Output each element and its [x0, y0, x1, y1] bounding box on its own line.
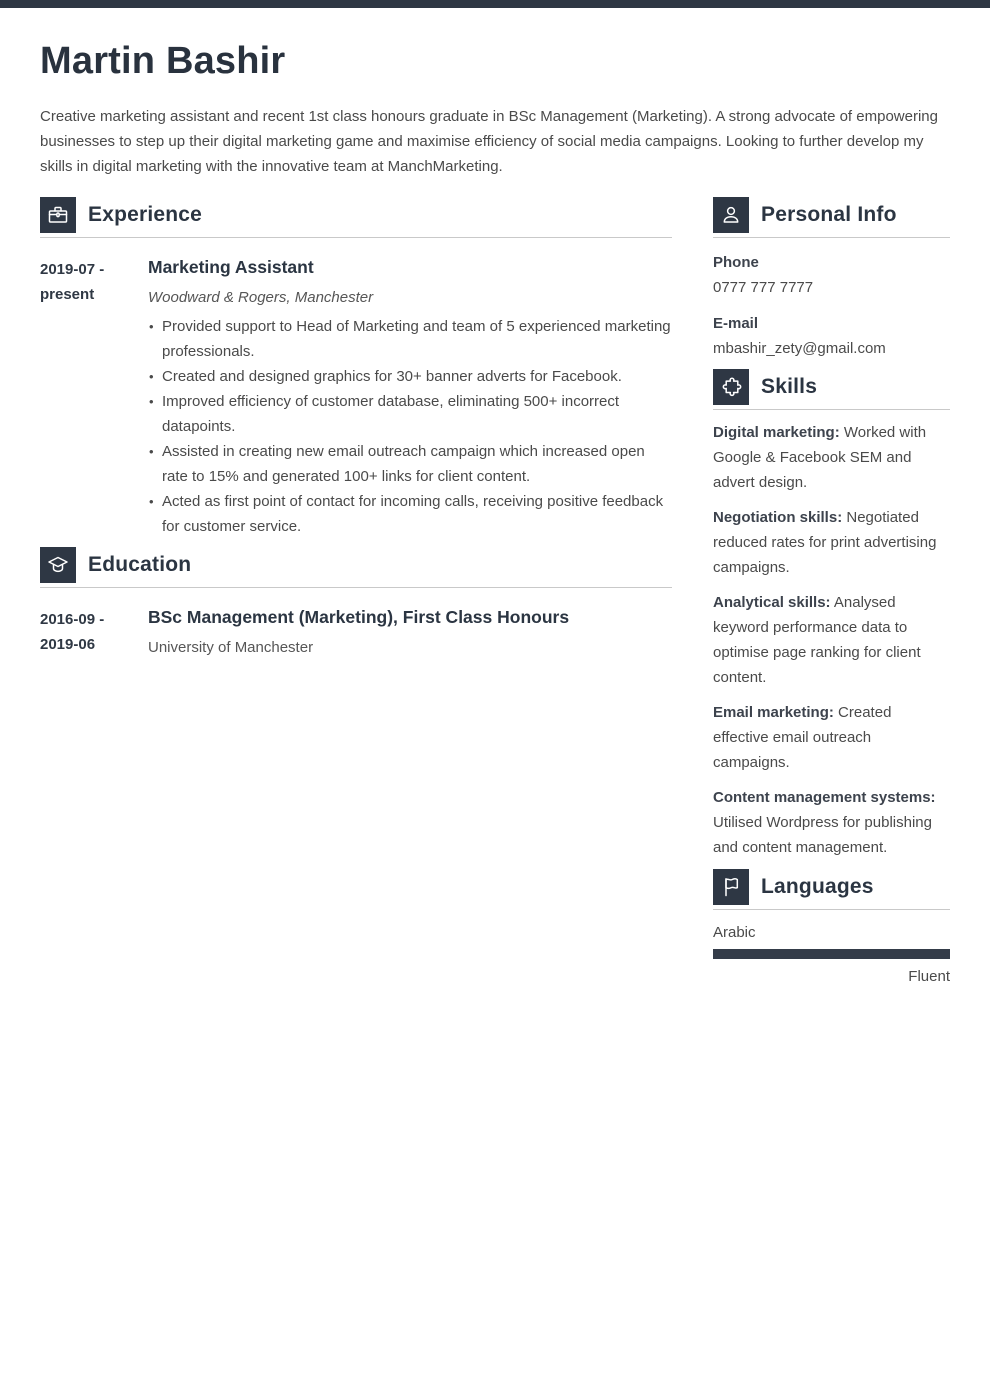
experience-bullet: • Provided support to Head of Marketing and team of 5 experienced marketing professionals. [148, 314, 672, 364]
job-title: Marketing Assistant [148, 257, 314, 277]
skill-text: Negotiated reduced rates for print advertising campaigns. [713, 509, 937, 576]
education-date-end: 2019-06 [40, 636, 96, 653]
education-title: Education [88, 553, 192, 576]
school-name: University of Manchester [148, 639, 314, 656]
summary-text: Creative marketing assistant and recent 1st class honours graduate in BSc Management (Marketing). A strong advocate of empowering businesses to step up their digital marketing game and maximise efficiency of social media campaigns. Looking to further develop my skills in digital marketing with the innovative team at ManchMarketing. [40, 108, 938, 175]
briefcase-icon [40, 197, 76, 233]
education-dates [40, 604, 148, 658]
top-accent-bar [0, 0, 990, 8]
person-icon [713, 197, 749, 233]
email-label: E-mail [713, 315, 759, 332]
education-section [40, 547, 672, 658]
skill-text: Worked with Google & Facebook SEM and advert design. [713, 424, 927, 491]
phone-label: Phone [713, 254, 759, 271]
personal-info-section [713, 197, 950, 360]
email-value: mbashir_zety@gmail.com [713, 340, 886, 357]
main-column [40, 197, 672, 987]
skills-header [713, 369, 950, 410]
skills-section [713, 369, 950, 860]
resume-page [0, 38, 990, 987]
graduation-cap-icon [40, 547, 76, 583]
languages-title: Languages [761, 875, 874, 898]
experience-title: Experience [88, 203, 203, 226]
degree-title: BSc Management (Marketing), First Class Honours [148, 607, 570, 627]
personal-info-header [713, 197, 950, 238]
experience-date-end: present [40, 286, 95, 303]
education-header [40, 547, 672, 588]
puzzle-icon [713, 369, 749, 405]
experience-bullet: • Acted as first point of contact for incoming calls, receiving positive feedback for customer service. [148, 489, 672, 539]
languages-header [713, 869, 950, 910]
language-level-bar-fill [713, 949, 950, 959]
skill-text: Analysed keyword performance data to optimise page ranking for client content. [713, 594, 921, 686]
email-field [713, 312, 950, 360]
skill-item [713, 700, 950, 775]
skill-item [713, 785, 950, 860]
skill-label: Email marketing: [713, 704, 834, 721]
experience-dates [40, 254, 148, 539]
skill-label: Analytical skills: [713, 594, 831, 611]
education-date-start: 2016-09 - [40, 611, 105, 628]
experience-entry-body [148, 254, 672, 539]
flag-icon [713, 869, 749, 905]
language-level-label: Fluent [908, 968, 950, 985]
sidebar-column [713, 197, 950, 987]
skill-text: Created effective email outreach campaigns. [713, 704, 892, 771]
skills-title: Skills [761, 375, 818, 398]
phone-value: 0777 777 7777 [713, 279, 814, 296]
skill-item [713, 420, 950, 495]
experience-bullet: • Assisted in creating new email outreach campaign which increased open rate to 15% and generated 100+ links for client content. [148, 439, 672, 489]
languages-section [713, 869, 950, 987]
experience-bullet: • Improved efficiency of customer database, eliminating 500+ incorrect datapoints. [148, 389, 672, 439]
phone-field [713, 251, 950, 299]
language-name: Arabic [713, 924, 756, 941]
experience-date-start: 2019-07 - [40, 261, 105, 278]
column-gap [672, 197, 713, 987]
language-level-bar [713, 949, 950, 959]
skill-text: Utilised Wordpress for publishing and content management. [713, 814, 932, 856]
skill-item [713, 590, 950, 690]
experience-bullet: • Created and designed graphics for 30+ banner adverts for Facebook. [148, 364, 672, 389]
page-title: Martin Bashir [40, 40, 286, 82]
personal-info-title: Personal Info [761, 203, 897, 226]
company-name: Woodward & Rogers, Manchester [148, 289, 374, 306]
skill-item [713, 505, 950, 580]
experience-entry [40, 254, 672, 539]
experience-section [40, 197, 672, 539]
skill-label: Negotiation skills: [713, 509, 843, 526]
experience-header [40, 197, 672, 238]
two-column-layout [40, 197, 950, 987]
experience-bullet-list [148, 314, 672, 539]
skill-label: Content management systems: [713, 789, 936, 806]
skill-label: Digital marketing: [713, 424, 840, 441]
education-entry [40, 604, 672, 658]
education-entry-body [148, 604, 672, 658]
